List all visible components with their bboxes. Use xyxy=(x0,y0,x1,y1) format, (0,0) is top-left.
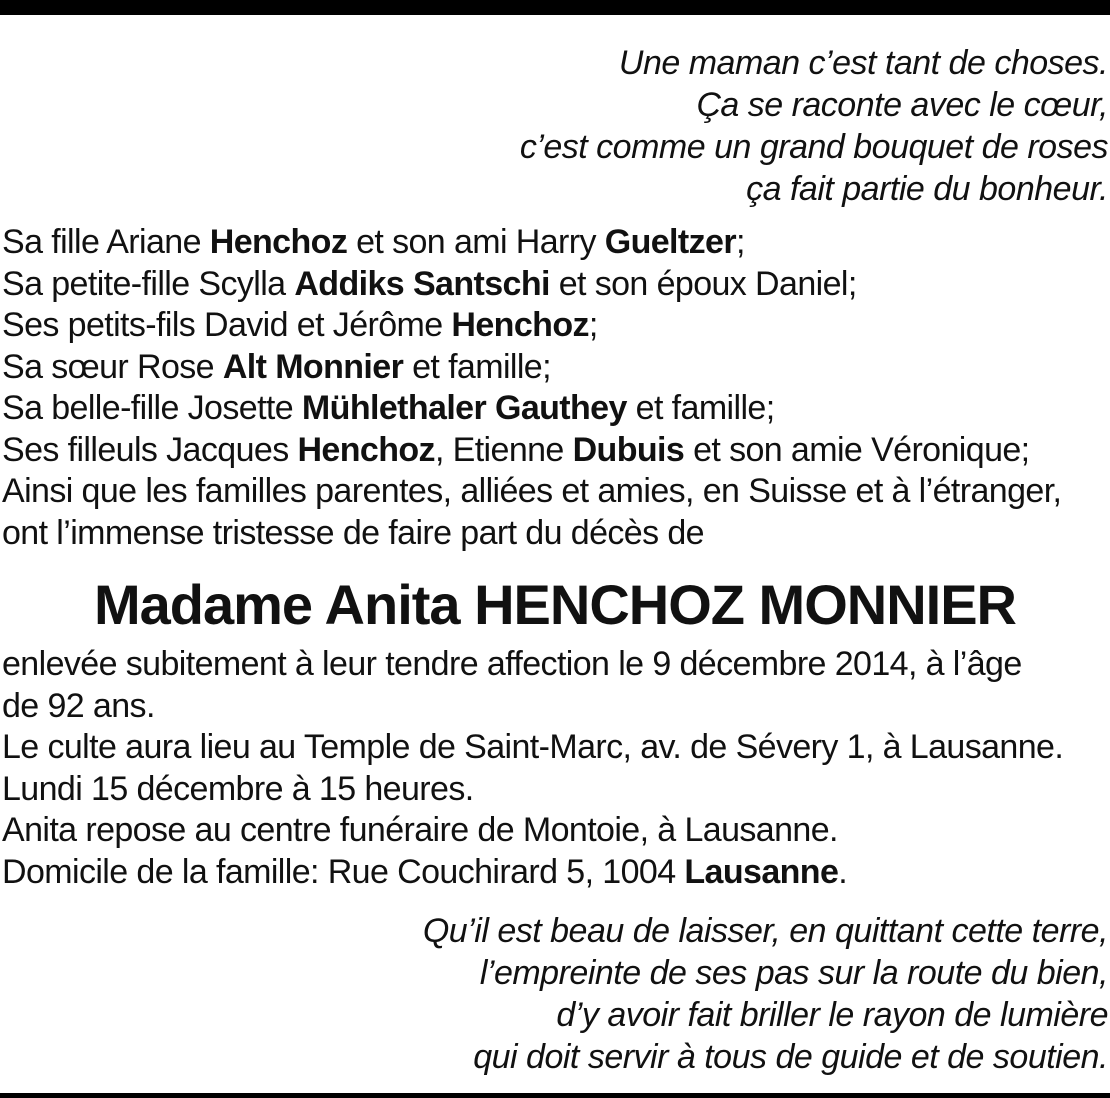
poem-line: Ça se raconte avec le cœur, xyxy=(696,86,1108,124)
family-line xyxy=(2,430,1061,472)
top-border xyxy=(0,0,1110,15)
surname: Henchoz xyxy=(297,430,435,469)
text: et famille; xyxy=(626,389,775,427)
deceased-name: Madame Anita HENCHOZ MONNIER xyxy=(93,573,1016,636)
text: et son époux Daniel; xyxy=(549,264,857,303)
family-line: ont l’immense tristesse de faire part du décès de xyxy=(2,513,704,552)
poem-line: Qu’il est beau de laisser, en quittant cette terre, xyxy=(422,912,1108,950)
text: et famille; xyxy=(403,347,551,386)
bottom-border xyxy=(0,1093,1110,1098)
details-line: de 92 ans. xyxy=(2,686,155,725)
text: Sa fille Ariane xyxy=(2,223,210,261)
family-line xyxy=(2,388,1061,430)
poem-line: qui doit servir à tous de guide et de soutien. xyxy=(473,1038,1108,1076)
details-line: enlevée subitement à leur tendre affection le 9 décembre 2014, à l’âge xyxy=(2,645,1022,683)
details-line xyxy=(2,852,1063,894)
text: ; xyxy=(588,306,598,344)
opening-poem xyxy=(520,42,1108,210)
city: Lausanne xyxy=(684,852,839,891)
family-line xyxy=(2,222,1061,264)
details-line: Lundi 15 décembre à 15 heures. xyxy=(2,769,474,808)
text: Ses petits-fils David et Jérôme xyxy=(2,306,452,344)
poem-line: c’est comme un grand bouquet de roses xyxy=(519,128,1108,166)
family-line xyxy=(2,305,1061,347)
text: , Etienne xyxy=(434,430,573,469)
text: et son ami Harry xyxy=(347,223,605,261)
poem-line: Une maman c’est tant de choses. xyxy=(618,44,1108,82)
poem-line: l’empreinte de ses pas sur la route du bien, xyxy=(479,954,1108,992)
surname: Henchoz xyxy=(451,306,589,344)
family-line xyxy=(2,264,1061,306)
poem-line: d’y avoir fait briller le rayon de lumière xyxy=(556,996,1108,1034)
details-line: Le culte aura lieu au Temple de Saint-Marc, av. de Sévery 1, à Lausanne. xyxy=(2,728,1064,766)
closing-poem xyxy=(423,910,1108,1078)
family-line: Ainsi que les familles parentes, alliées et amies, en Suisse et à l’étranger, xyxy=(2,472,1062,510)
family-line xyxy=(2,347,1061,389)
text: ; xyxy=(735,223,745,261)
text: et son amie Véronique; xyxy=(684,430,1030,469)
text: Sa belle-fille Josette xyxy=(2,389,302,427)
funeral-details xyxy=(2,644,1063,893)
text: Sa sœur Rose xyxy=(2,347,223,386)
text: Domicile de la famille: Rue Couchirard 5, 1004 xyxy=(2,852,685,891)
surname: Addiks Santschi xyxy=(294,264,550,303)
text: Ses filleuls Jacques xyxy=(2,430,298,469)
details-line: Anita repose au centre funéraire de Montoie, à Lausanne. xyxy=(2,811,838,849)
surname: Alt Monnier xyxy=(222,347,404,386)
surname: Henchoz xyxy=(209,223,348,261)
surname: Dubuis xyxy=(572,430,685,469)
text: . xyxy=(838,852,848,891)
family-announcement xyxy=(2,222,1061,554)
surname: Gueltzer xyxy=(604,223,736,261)
surname: Mühlethaler Gauthey xyxy=(301,389,627,427)
poem-line: ça fait partie du bonheur. xyxy=(746,170,1108,208)
text: Sa petite-fille Scylla xyxy=(2,264,295,303)
